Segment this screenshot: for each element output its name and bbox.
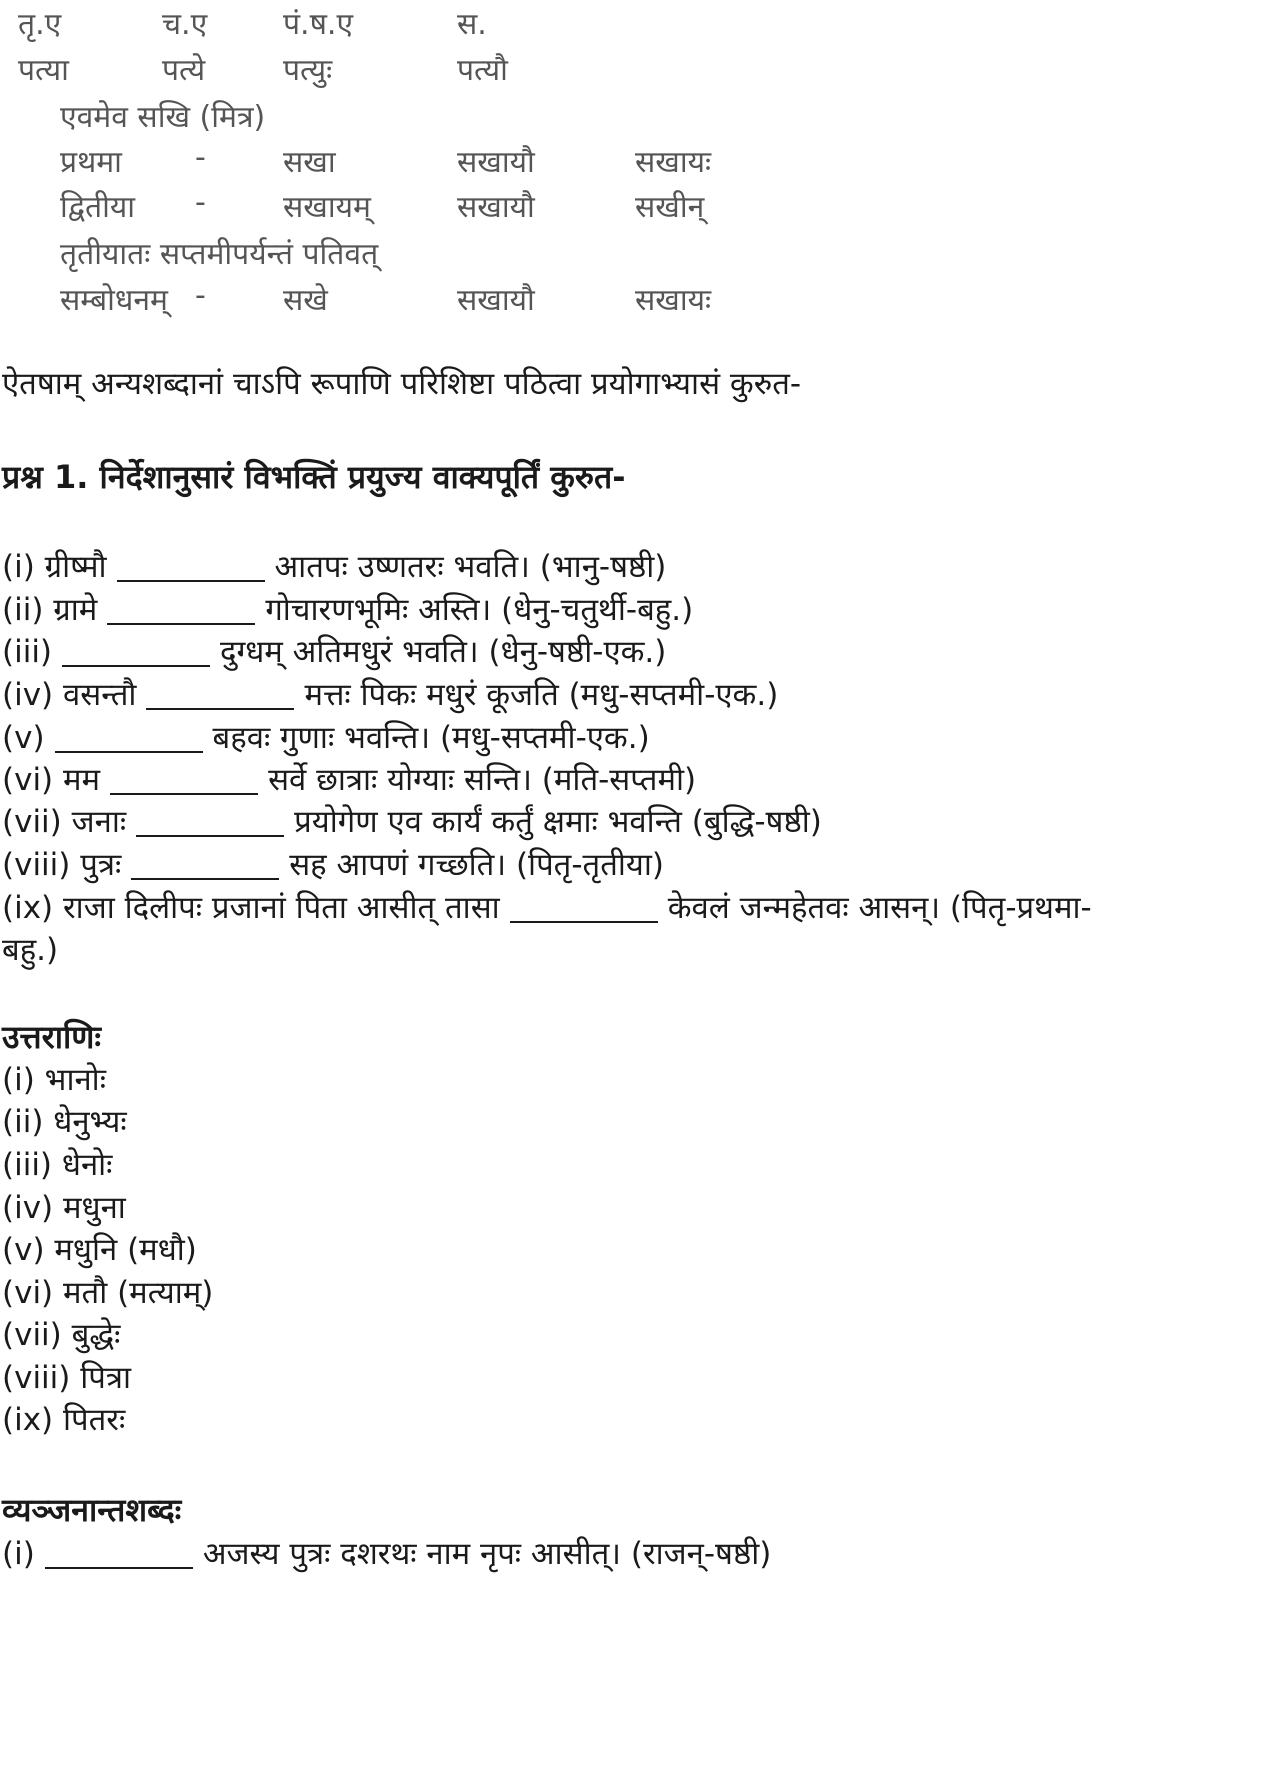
- form-panchami: पत्युः: [283, 53, 333, 88]
- fill-blank: [107, 592, 255, 625]
- form-chaturthi: पत्ये: [162, 53, 206, 88]
- question-item: (iv) वसन्तौ मत्तः पिकः मधुरं कूजति (मधु-सप्तमी-एक.): [2, 677, 779, 713]
- row-dash: -: [195, 185, 206, 220]
- row-form-dvi: सखायौ: [457, 190, 535, 225]
- sakhi-note: तृतीयातः सप्तमीपर्यन्तं पतिवत्: [60, 237, 379, 272]
- vocative-form-eka: सखे: [283, 283, 328, 318]
- header-chaturthi: च.ए: [162, 7, 208, 42]
- answer-item: (viii) पित्रा: [2, 1360, 132, 1396]
- row-dash: -: [195, 140, 206, 175]
- fill-blank: [55, 720, 203, 753]
- question-item: (vi) मम सर्वे छात्राः योग्याः सन्ति। (मति-सप्तमी): [2, 762, 697, 798]
- fill-blank: [510, 890, 658, 923]
- vyanjana-heading: व्यञ्जनान्तशब्दः: [2, 1491, 182, 1529]
- vocative-form-dvi: सखायौ: [457, 283, 535, 318]
- row-form-dvi: सखायौ: [457, 145, 535, 180]
- vocative-form-bahu: सखायः: [635, 283, 712, 318]
- question-item-wrap: बहु.): [2, 932, 59, 968]
- fill-blank: [62, 634, 210, 667]
- question-item: (ii) ग्रामे गोचारणभूमिः अस्ति। (धेनु-चतुर्थी-बहु.): [2, 592, 694, 628]
- form-saptami: पत्यौ: [457, 53, 508, 88]
- answer-item: (ii) धेनुभ्यः: [2, 1104, 127, 1140]
- row-form-bahu: सखायः: [635, 145, 712, 180]
- instruction-text: ऐतषाम् अन्यशब्दानां चाऽपि रूपाणि परिशिष्टा पठित्वा प्रयोगाभ्यासं कुरुत-: [2, 366, 802, 402]
- answer-item: (vi) मतौ (मत्याम्): [2, 1275, 214, 1311]
- question-item: (v) बहवः गुणाः भवन्ति। (मधु-सप्तमी-एक.): [2, 720, 650, 756]
- answer-item: (v) मधुनि (मधौ): [2, 1232, 197, 1268]
- header-tritiya: तृ.ए: [18, 7, 62, 42]
- answer-item: (iv) मधुना: [2, 1190, 126, 1226]
- question-item: (viii) पुत्रः सह आपणं गच्छति। (पितृ-तृतीया): [2, 847, 664, 883]
- row-form-eka: सखा: [283, 145, 336, 180]
- vyanjana-item: (i) अजस्य पुत्रः दशरथः नाम नृपः आसीत्। (राजन्-षष्ठी): [2, 1536, 772, 1572]
- question-item: (i) ग्रीष्मौ आतपः उष्णतरः भवति। (भानु-षष्ठी): [2, 549, 667, 585]
- answer-item: (iii) धेनोः: [2, 1147, 113, 1183]
- fill-blank: [110, 762, 258, 795]
- row-form-eka: सखायम्: [283, 190, 371, 225]
- fill-blank: [117, 549, 265, 582]
- fill-blank: [45, 1536, 193, 1569]
- vocative-case: सम्बोधनम्: [60, 283, 168, 318]
- fill-blank: [146, 677, 294, 710]
- question-item: (vii) जनाः प्रयोगेण एव कार्यं कर्तुं क्षमाः भवन्ति (बुद्धि-षष्ठी): [2, 804, 822, 840]
- answer-item: (i) भानोः: [2, 1062, 106, 1098]
- fill-blank: [131, 847, 279, 880]
- answer-item: (vii) बुद्धेः: [2, 1317, 121, 1353]
- fill-blank: [136, 804, 284, 837]
- vocative-dash: -: [195, 278, 206, 313]
- answers-heading: उत्तराणिः: [2, 1018, 101, 1056]
- row-case: द्वितीया: [60, 190, 136, 225]
- form-tritiya: पत्या: [18, 53, 69, 88]
- row-form-bahu: सखीन्: [635, 190, 705, 225]
- question-heading: प्रश्न 1. निर्देशानुसारं विभक्तिं प्रयुज्य वाक्यपूर्तिं कुरुत-: [2, 458, 626, 496]
- header-panchami-shashthi: पं.ष.ए: [283, 7, 354, 42]
- answer-item: (ix) पितरः: [2, 1402, 126, 1438]
- question-item: (ix) राजा दिलीपः प्रजानां पिता आसीत् तासा केवलं जन्महेतवः आसन्। (पितृ-प्रथमा-: [2, 890, 1092, 926]
- question-item: (iii) दुग्धम् अतिमधुरं भवति। (धेनु-षष्ठी-एक.): [2, 634, 667, 670]
- header-saptami: स.: [457, 7, 487, 42]
- row-case: प्रथमा: [60, 145, 122, 180]
- sakhi-intro: एवमेव सखि (मित्र): [60, 100, 266, 135]
